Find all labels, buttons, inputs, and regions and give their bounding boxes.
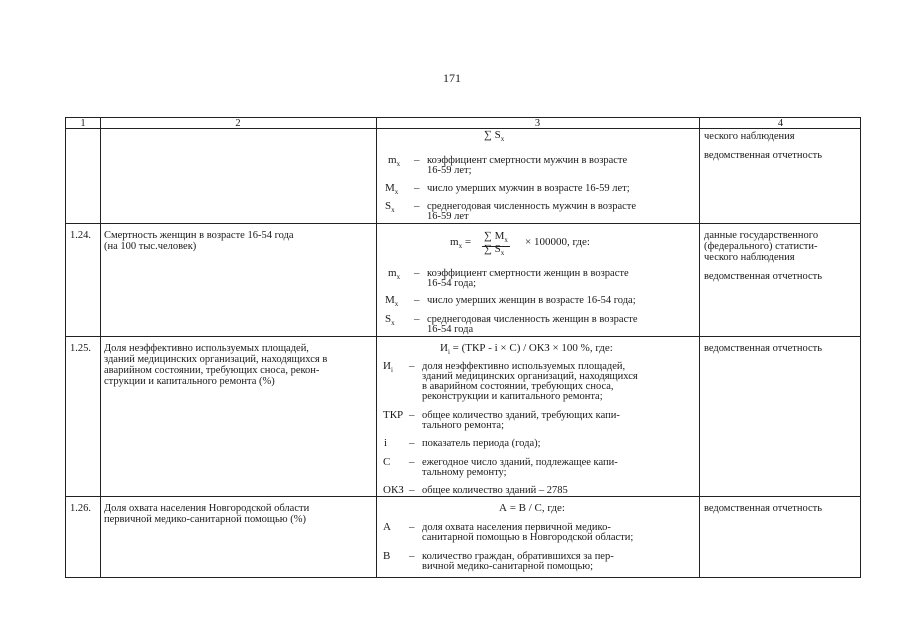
term-text: 16-59 лет: [427, 211, 469, 222]
source-line: ческого наблюдения: [704, 252, 795, 263]
source-line: данные государственного: [704, 230, 819, 241]
indicator-name: Доля охвата населения Новгородской области: [104, 503, 310, 514]
row-divider: [66, 223, 860, 224]
term-dash: –: [409, 409, 415, 421]
term-text: общее количество зданий, требующих капи-: [422, 410, 620, 421]
term-text: доля охвата населения первичной медико-: [422, 522, 611, 533]
term-dash: –: [409, 484, 415, 496]
term-text: санитарной помощью в Новгородской области;: [422, 532, 634, 543]
term-text: число умерших женщин в возрасте 16-54 года;: [427, 295, 636, 306]
row-number: 1.26.: [70, 503, 91, 514]
source-line: ведомственная отчетность: [704, 150, 823, 161]
term-symbol: $m_x$: [388, 154, 401, 169]
formula-denominator: ∑ $S_x$: [484, 129, 505, 144]
term-dash: –: [414, 267, 420, 279]
term-symbol: В: [383, 550, 391, 562]
row-divider: [66, 496, 860, 497]
row-divider: [66, 336, 860, 337]
term-dash: –: [409, 521, 415, 533]
term-dash: –: [414, 182, 420, 194]
indicator-name: Смертность женщин в возрасте 16-54 года: [104, 230, 294, 241]
term-symbol: ОКЗ: [383, 484, 404, 496]
indicator-name: аварийном состоянии, требующих сноса, рекон-: [104, 365, 320, 376]
indicator-name: (на 100 тыс.человек): [104, 241, 197, 252]
term-text: количество граждан, обратившихся за пер-: [422, 551, 614, 562]
term-text: тальному ремонту;: [422, 467, 507, 478]
term-text: 16-59 лет;: [427, 165, 472, 176]
term-dash: –: [414, 313, 420, 325]
term-text: коэффициент смертности мужчин в возрасте: [427, 155, 628, 166]
col-divider: [376, 118, 377, 577]
term-text: зданий медицинских организаций, находящихся: [422, 371, 638, 382]
term-text: вичной медико-санитарной помощью;: [422, 561, 594, 572]
term-dash: –: [409, 550, 415, 562]
formula: А = В / С, где:: [499, 502, 565, 514]
term-symbol: $m_x$: [388, 267, 401, 282]
term-text: тального ремонта;: [422, 420, 505, 431]
term-symbol: $M_x$: [385, 182, 399, 197]
row-number: 1.24.: [70, 230, 91, 241]
term-text: 16-54 года;: [427, 278, 477, 289]
header-col-3: 3: [534, 118, 541, 129]
term-symbol: $S_x$: [385, 313, 395, 328]
indicator-name: Доля неэффективно используемых площадей,: [104, 343, 309, 354]
term-text: в аварийном состоянии, требующих сноса,: [422, 381, 614, 392]
term-dash: –: [414, 154, 420, 166]
source-line: ческого наблюдения: [704, 131, 795, 142]
term-text: среднегодовая численность женщин в возрасте: [427, 314, 638, 325]
term-symbol: i: [384, 437, 388, 449]
term-dash: –: [414, 294, 420, 306]
term-dash: –: [409, 456, 415, 468]
formula-numerator: ∑ $M_x$: [482, 231, 510, 247]
term-text: ежегодное число зданий, подлежащее капи-: [422, 457, 618, 468]
indicator-name: зданий медицинских организаций, находящихся в: [104, 354, 328, 365]
header-col-4: 4: [777, 118, 784, 129]
source-line: ведомственная отчетность: [704, 503, 823, 514]
formula: $И_i = (ТКР - i \times С)$ / ОКЗ × 100 %, где:: [440, 342, 613, 357]
term-dash: –: [409, 437, 415, 449]
term-text: показатель периода (года);: [422, 438, 541, 449]
source-line: ведомственная отчетность: [704, 343, 823, 354]
formula-rest: × 100000, где:: [525, 236, 590, 248]
term-text: среднегодовая численность мужчин в возрасте: [427, 201, 637, 212]
term-dash: –: [409, 360, 415, 372]
col-divider: [699, 118, 700, 577]
term-symbol: $M_x$: [385, 294, 399, 309]
col-divider: [100, 118, 101, 577]
term-dash: –: [414, 200, 420, 212]
term-text: реконструкции и капитального ремонта;: [422, 391, 603, 402]
term-symbol: А: [383, 521, 391, 533]
indicator-name: первичной медико-санитарной помощью (%): [104, 514, 307, 525]
row-number: 1.25.: [70, 343, 91, 354]
indicator-table: [65, 117, 861, 578]
header-col-1: 1: [80, 118, 86, 129]
source-line: (федерального) статисти-: [704, 241, 818, 252]
source-line: ведомственная отчетность: [704, 271, 823, 282]
term-symbol: С: [383, 456, 391, 468]
indicator-name: струкции и капитального ремонта (%): [104, 376, 275, 387]
page-number: 171: [443, 71, 461, 85]
formula-lhs: $m_x$ =: [450, 236, 472, 251]
term-text: общее количество зданий – 2785: [422, 485, 568, 496]
formula-denominator: ∑ $S_x$: [484, 243, 505, 258]
term-symbol: $S_x$: [385, 200, 395, 215]
term-text: коэффициент смертности женщин в возрасте: [427, 268, 629, 279]
term-text: доля неэффективно используемых площадей,: [422, 361, 626, 372]
term-symbol: $И_i$: [383, 360, 393, 375]
term-text: 16-54 года: [427, 324, 474, 335]
header-col-2: 2: [235, 118, 241, 129]
term-symbol: ТКР: [383, 409, 404, 421]
term-text: число умерших мужчин в возрасте 16-59 лет;: [427, 183, 630, 194]
